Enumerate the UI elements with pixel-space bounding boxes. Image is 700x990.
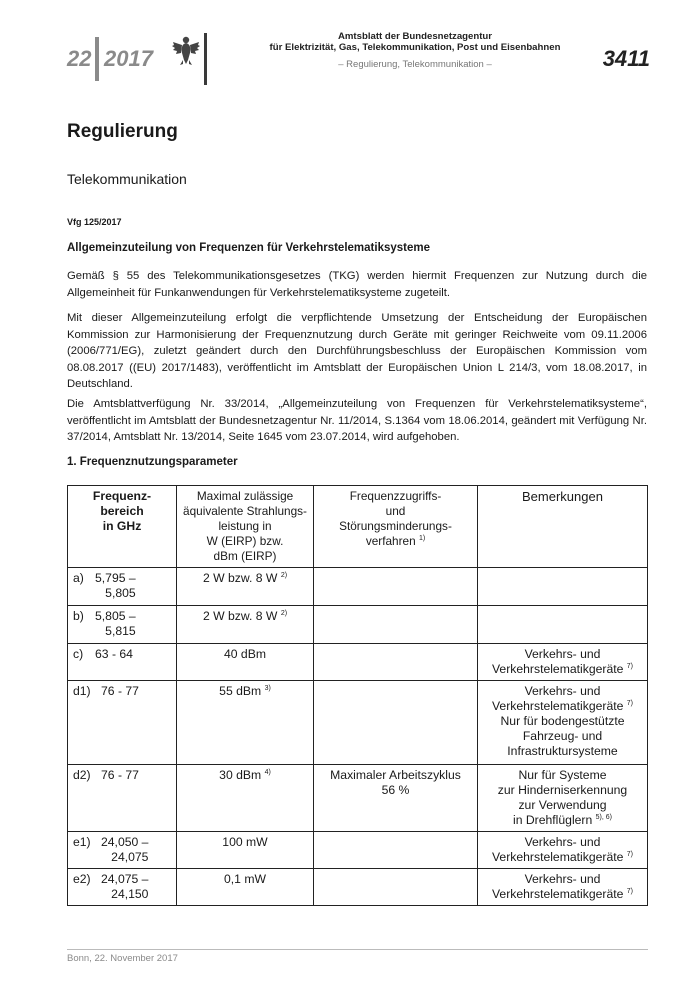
remark-line (483, 887, 642, 902)
remark-text: Nur für bodengestützte (500, 714, 625, 728)
footnote-ref: 7) (626, 851, 634, 858)
power-value: 40 dBm (223, 647, 266, 661)
remark-line (483, 783, 642, 798)
subsection-title: Telekommunikation (67, 171, 187, 187)
header-access (314, 486, 478, 568)
table-row (68, 644, 648, 681)
remark-line (483, 647, 642, 662)
cell-band (68, 568, 177, 606)
table-header-row (68, 486, 648, 568)
cell-power (177, 869, 314, 906)
paragraph: Gemäß § 55 des Telekommunikationsgesetzes (TKG) werden hiermit Frequenzen zur Nutzung durch die Allgemeinheit für Funkanwendungen für Verkehrstelematiksysteme zugeteilt. (67, 270, 647, 299)
footnote-ref: 1) (418, 535, 426, 542)
band-range (101, 768, 139, 783)
header-band (68, 486, 177, 568)
header-divider (95, 37, 99, 81)
power-value: 100 mW (222, 835, 268, 849)
access-line: 56 % (381, 783, 410, 797)
band-label: c) (73, 647, 84, 661)
remark-line (483, 699, 642, 714)
footnote-ref: 3) (264, 685, 271, 692)
cell-band (68, 832, 177, 869)
header-power-line: W (EIRP) bzw. (206, 534, 284, 548)
section-line: – Regulierung, Telekommunikation – (338, 59, 492, 70)
power-value: 30 dBm (219, 768, 262, 782)
remark-text: in Drehflüglern (513, 813, 593, 827)
footer-divider (67, 949, 648, 950)
cell-remarks (478, 568, 648, 606)
band-range-end: 5,805 (105, 586, 136, 600)
remark-text: Verkehrs- und (524, 684, 601, 698)
cell-access (314, 644, 478, 681)
remark-text: Verkehrs- und (524, 647, 601, 661)
remark-text: Infrastruktursysteme (507, 744, 618, 758)
header-access-line: und (385, 504, 406, 518)
header-access-line: Störungsminderungs- (339, 519, 452, 533)
remark-text: Nur für Systeme (518, 768, 607, 782)
cell-power (177, 681, 314, 765)
footnote-ref: 2) (280, 610, 288, 617)
header-remarks: Bemerkungen (478, 486, 648, 568)
table-row (68, 681, 648, 765)
band-range (95, 571, 136, 601)
cell-access (314, 568, 478, 606)
remark-text: zur Verwendung (518, 798, 607, 812)
band-range (101, 872, 148, 902)
header-band-line: bereich (100, 504, 144, 518)
band-range-end: 24,150 (111, 887, 149, 901)
band-range-end: 24,075 (111, 850, 149, 864)
footnote-ref: 4) (264, 769, 271, 776)
header-power (177, 486, 314, 568)
cell-remarks (478, 832, 648, 869)
band-label: e2) (73, 872, 91, 886)
remark-line (483, 872, 642, 887)
paragraph: Die Amtsblattverfügung Nr. 33/2014, „Allgemeinzuteilung von Frequenzen für Verkehrstelematiksysteme“, veröffentlicht im Amtsblatt der Bundesnetzagentur Nr. 11/2014, S.1364 vom 18.06.2014, geändert mit Verfügung Nr. 37/2014, Amtsblatt Nr. 13/2014, Seite 1645 vom 23.07.2014, wird aufgehoben. (67, 398, 647, 443)
power-value: 2 W bzw. 8 W (202, 571, 278, 585)
footnote-ref: 2) (280, 572, 288, 579)
cell-remarks (478, 869, 648, 906)
table-heading: 1. Frequenznutzungsparameter (67, 456, 238, 468)
remark-line (483, 813, 642, 828)
cell-power (177, 568, 314, 606)
remark-text: Fahrzeug- und (522, 729, 603, 743)
cell-band (68, 765, 177, 832)
band-label: e1) (73, 835, 91, 849)
table-row (68, 869, 648, 906)
publication-title (232, 31, 598, 53)
remark-text: Verkehrstelematikgeräte (491, 662, 624, 676)
band-range-start: 63 - 64 (95, 647, 133, 661)
band-range (101, 684, 139, 699)
band-range (95, 609, 136, 639)
issue-year: 2017 (104, 46, 153, 71)
header-band-line: in GHz (102, 519, 142, 533)
remark-line (483, 744, 642, 759)
cell-power (177, 644, 314, 681)
header-access-text: verfahren (365, 534, 416, 548)
header-power-line: äquivalente Strahlungs- (183, 504, 307, 518)
cell-power (177, 606, 314, 644)
remark-line (483, 729, 642, 744)
band-label: d2) (73, 768, 91, 782)
band-label: d1) (73, 684, 91, 698)
band-label: a) (73, 571, 84, 585)
cell-remarks (478, 765, 648, 832)
remark-text: Verkehrstelematikgeräte (491, 850, 624, 864)
remark-text: Verkehrs- und (524, 872, 601, 886)
power-value: 55 dBm (219, 684, 262, 698)
cell-band (68, 644, 177, 681)
header-band-line: Frequenz- (92, 489, 152, 503)
band-label: b) (73, 609, 84, 623)
power-value: 2 W bzw. 8 W (202, 609, 278, 623)
remark-line (483, 662, 642, 677)
section-title: Regulierung (67, 121, 178, 142)
emblem-divider (204, 33, 207, 85)
cell-power (177, 765, 314, 832)
footer-place-date: Bonn, 22. November 2017 (67, 953, 178, 964)
cell-access (314, 869, 478, 906)
footnote-ref: 5), 6) (595, 814, 612, 821)
band-range-start: 76 - 77 (101, 684, 139, 698)
table-body (68, 568, 648, 906)
remark-text: Verkehrs- und (524, 835, 601, 849)
cell-remarks (478, 606, 648, 644)
remark-line (483, 835, 642, 850)
publication-title-line2: für Elektrizität, Gas, Telekommunikation, Post und Eisenbahnen (269, 42, 561, 53)
cell-access (314, 765, 478, 832)
cell-access (314, 606, 478, 644)
remark-line (483, 768, 642, 783)
cell-band (68, 869, 177, 906)
order-heading: Allgemeinzuteilung von Frequenzen für Verkehrstelematiksysteme (67, 242, 430, 254)
paragraph: Mit dieser Allgemeinzuteilung erfolgt die verpflichtende Umsetzung der Entscheidung der Europäischen Kommission zur Harmonisierung der Frequenznutzung durch Geräte mit geringer Reichweite vom 09.11.2006 (2006/771/EG), zuletzt geändert durch den Durchführungsbeschluss der Europäischen Kommission vom 08.08.2017 ((EU) 2017/1483), veröffentlicht im Amtsblatt der Europäischen Union L 214/3, vom 18.08.2017, in Deutschland. (67, 312, 647, 390)
cell-remarks (478, 644, 648, 681)
header-power-line: dBm (EIRP) (213, 549, 277, 563)
publication-title-line1: Amtsblatt der Bundesnetzagentur (337, 31, 493, 42)
issue-number: 22 (67, 46, 92, 71)
table-row (68, 832, 648, 869)
cell-band (68, 681, 177, 765)
band-range (101, 835, 148, 865)
cell-power (177, 832, 314, 869)
table-row (68, 765, 648, 832)
access-line: Maximaler Arbeitszyklus (330, 768, 461, 782)
footnote-ref: 7) (626, 663, 634, 670)
frequency-table (67, 485, 648, 906)
band-range-end: 5,815 (105, 624, 136, 638)
page-number: 3411 (602, 46, 650, 71)
cell-access (314, 681, 478, 765)
remark-line (483, 850, 642, 865)
remark-line (483, 684, 642, 699)
band-range-start: 5,795 – (95, 571, 136, 585)
cell-access (314, 832, 478, 869)
remark-line (483, 798, 642, 813)
footnote-ref: 7) (626, 888, 634, 895)
band-range-start: 76 - 77 (101, 768, 139, 782)
header-access-line: Frequenzzugriffs- (349, 489, 442, 503)
header-power-line: leistung in (218, 519, 272, 533)
band-range-start: 24,050 – (101, 835, 149, 849)
cell-band (68, 606, 177, 644)
remark-text: Verkehrstelematikgeräte (491, 699, 624, 713)
footnote-ref: 7) (626, 700, 634, 707)
order-number: Vfg 125/2017 (67, 217, 122, 227)
remark-text: Verkehrstelematikgeräte (491, 887, 624, 901)
table-row (68, 568, 648, 606)
band-range-start: 24,075 – (101, 872, 149, 886)
remark-line (483, 714, 642, 729)
header-power-line: Maximal zulässige (196, 489, 294, 503)
remark-text: zur Hinderniserkennung (497, 783, 628, 797)
table-row (68, 606, 648, 644)
federal-eagle-icon (170, 34, 202, 68)
power-value: 0,1 mW (224, 872, 266, 886)
band-range (95, 647, 133, 662)
cell-remarks (478, 681, 648, 765)
band-range-start: 5,805 – (95, 609, 136, 623)
header-access-line (319, 534, 472, 549)
